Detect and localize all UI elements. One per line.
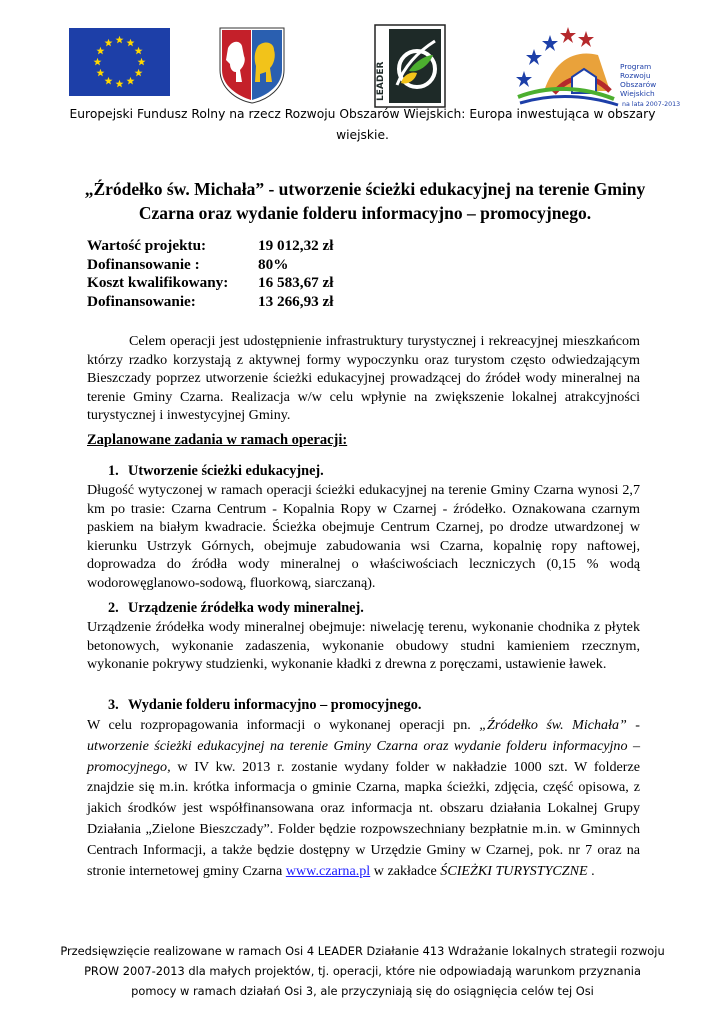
task-3-body-part: w IV kw. 2013 r. zostanie wydany folder w nakładzie 1000 szt. W folderze znajdzie się m.in. krótka informacja o gminie Czarna, mapka ścieżki, zdjęcia, część opisowa, z jakich środków jest współfinansowana oraz informacja nt. obszaru działania Lokalnej Grupy Działania „Zielone Bieszczady”. Folder będzie rozpowszechniany bezpłatnie m.in. w Gminnych Centrach Informacji, a także będzie dostępny w Urzędzie Gminy w Czarnej, pok. nr 7 oraz na stronie internetowej gminy Czarna [87, 758, 640, 879]
leader-logo [375, 25, 445, 107]
fact-row [87, 256, 334, 275]
fact-value: 80% [258, 255, 289, 273]
eu-flag-logo [69, 28, 170, 96]
logo-strip [0, 18, 725, 110]
fact-row [87, 293, 334, 312]
prow-logo-line-2: Rozwoju [620, 71, 651, 80]
fact-label: Wartość projektu: [87, 237, 207, 254]
fact-value: 19 012,32 zł [258, 237, 334, 254]
prow-logo-line-1: Program [620, 62, 652, 71]
tasks-heading: Zaplanowane zadania w ramach operacji: [87, 432, 348, 448]
leader-logo-text: LEADER [376, 61, 386, 101]
intro-paragraph: Celem operacji jest udostępnienie infrastruktury turystycznej i rekreacyjnej mieszkańcom którzy rzadko korzystają z aktywnej formy wypoczynku oraz turystom często odwiedzającym Bieszczady poprzez utworzenie ścieżki edukacyjnej prowadzącej do źródeł wody mineralnej na terenie Gminy Czarna. Realizacja w/w celu wpłynie na zwiększenie lokalnej atrakcyjności turystycznej i inwestycyjnej Gminy. [87, 333, 640, 423]
prow-logo [514, 21, 681, 108]
project-facts [87, 237, 334, 311]
task-3-body-italic: „Źródełko św. Michała” - utworzenie ścieżki edukacyjnej na terenie Gminy Czarna oraz wydanie folderu informacyjno – promocyjnego, [87, 717, 640, 775]
task-3-body [87, 715, 640, 881]
fact-row [87, 274, 334, 293]
fact-value: 16 583,67 zł [258, 274, 334, 291]
task-3-body-part: W celu rozpropagowania informacji o wykonanej operacji pn. [87, 717, 480, 733]
task-3-body-italic-end: ŚCIEŻKI TURYSTYCZNE [440, 862, 588, 879]
task-3-body-part: w zakładce [370, 862, 441, 879]
fact-label: Koszt kwalifikowany: [87, 274, 229, 291]
fact-value: 13 266,93 zł [258, 292, 334, 310]
task-title-text: Urządzenie źródełka wody mineralnej. [128, 600, 364, 616]
task-1-title [108, 463, 324, 480]
task-number: 3. [108, 697, 119, 713]
task-1-body: Długość wytyczonej w ramach operacji ścieżki edukacyjnej na terenie Gminy Czarna wynosi 2,7 km po trasie: Czarna Centrum - Kopalnia Ropy w Czarnej - źródełko. Oznakowana czarnym paskiem na białym kwadracie. Ścieżka obejmuje Centrum Czarnej, po drodze utwardzonej w kierunku Ustrzyk Górnych, obejmuje zabudowania wsi Czarna, kopalnię ropy naftowej, doprowadza do źródła wody mineralnej o właściwościach leczniczych (0,15 % wodą wodorowęglanowo-sodową, fluorkową, siarczaną). [87, 482, 640, 591]
task-title-text: Utworzenie ścieżki edukacyjnej. [128, 463, 324, 479]
header-note: Europejski Fundusz Rolny na rzecz Rozwoju Obszarów Wiejskich: Europa inwestująca w obszary wiejskie. [69, 107, 656, 142]
fact-label: Dofinansowanie : [87, 255, 200, 273]
task-2-title [108, 600, 364, 617]
task-3-body-end: . [587, 862, 595, 879]
task-title-text: Wydanie folderu informacyjno – promocyjnego. [128, 697, 422, 713]
podkarpackie-coat-of-arms-logo [218, 26, 286, 104]
czarna-website-link[interactable]: www.czarna.pl [285, 862, 371, 879]
fact-row [87, 237, 334, 256]
task-number: 1. [108, 463, 119, 479]
document-title: „Źródełko św. Michała” - utworzenie ścieżki edukacyjnej na terenie Gminy Czarna oraz wydanie folderu informacyjno – promocyjnego. [84, 179, 646, 223]
footer-note: Przedsięwzięcie realizowane w ramach Osi 4 LEADER Działanie 413 Wdrażanie lokalnych strategii rozwoju PROW 2007-2013 dla małych projektów, tj. operacji, które nie odpowiadają warunkom przyznania pomocy w ramach działań Osi 3, ale przyczyniają się do osiągnięcia celów tej Osi [60, 944, 665, 998]
prow-logo-line-3: Obszarów [620, 80, 657, 89]
task-number: 2. [108, 600, 119, 616]
prow-logo-years: na lata 2007-2013 [622, 101, 681, 108]
fact-label: Dofinansowanie: [87, 292, 196, 310]
task-3-title [108, 697, 421, 714]
task-2-body: Urządzenie źródełka wody mineralnej obejmuje: niwelację terenu, wykonanie chodnika z płytek betonowych, wykonanie zadaszenia, wykonanie obudowy studni kamieniem rzecznym, wykonanie pokrywy studzienki, wykonanie kładki z drewna z poręczami, ustawienie ławek. [87, 619, 640, 672]
prow-logo-line-4: Wiejskich [620, 89, 655, 98]
